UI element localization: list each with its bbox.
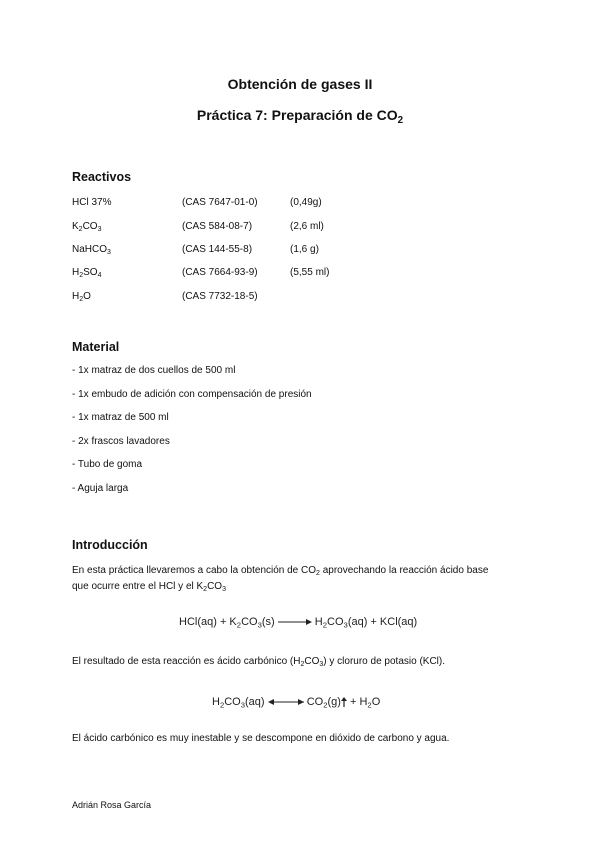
reagent-amount: (0,49g) <box>290 197 322 208</box>
reagent-cas: (CAS 7664-93-9) <box>182 267 258 278</box>
material-item: - Aguja larga <box>72 483 129 494</box>
reagent-cas: (CAS 7647-01-0) <box>182 197 258 208</box>
material-heading: Material <box>72 340 120 354</box>
practice-title: Práctica 7: Preparación de $CO_2$ <box>196 107 404 126</box>
intro-paragraph-1: En esta práctica llevaremos a cabo la obtención de $CO_2$ aprovechando la reacción ácido base que ocurre entre el HCl y el $K_2CO_3$ <box>72 565 489 594</box>
material-item: - 1x embudo de adición con compensación de presión <box>72 389 312 400</box>
reagent-amount: (1,6 g) <box>290 244 319 255</box>
reagent-cas: (CAS 584-08-7) <box>182 221 253 232</box>
reagent-name: $H_2SO_4$ <box>72 267 102 280</box>
material-item: - 2x frascos lavadores <box>72 436 170 447</box>
equilibrium-arrow-icon <box>268 698 304 706</box>
reaction-equation-1: $HCl(aq) + K_2CO_3(s) H_2CO_3(aq) + KCl(aq)$ <box>179 616 418 630</box>
reagent-name: HCl 37% <box>72 197 112 208</box>
document-title: Obtención de gases II <box>227 76 373 92</box>
reagent-amount: (2,6 ml) <box>290 221 324 232</box>
author-footer: Adrián Rosa García <box>72 800 152 810</box>
intro-paragraph-3: El ácido carbónico es muy inestable y se descompone en dióxido de carbono y agua. <box>72 733 450 744</box>
reactivos-heading: Reactivos <box>72 170 132 184</box>
reagent-cas: (CAS 7732-18-5) <box>182 291 258 302</box>
reaction-arrow-icon <box>278 618 312 626</box>
reagent-name: $K_2CO_3$ <box>72 221 102 234</box>
introduccion-heading: Introducción <box>72 538 148 552</box>
material-item: - 1x matraz de dos cuellos de 500 ml <box>72 365 236 376</box>
reagent-amount: (5,55 ml) <box>290 267 330 278</box>
reagent-cas: (CAS 144-55-8) <box>182 244 253 255</box>
material-item: - 1x matraz de 500 ml <box>72 412 169 423</box>
reaction-equation-2: $H_2CO_3(aq) CO_2(g) + H_2O$ <box>212 696 381 710</box>
reagent-name: NaHCO$_3$ <box>72 244 111 257</box>
intro-paragraph-2: El resultado de esta reacción es ácido carbónico $(H_2CO_3)$ y cloruro de potasio (KCl). <box>72 656 445 669</box>
material-item: - Tubo de goma <box>72 459 143 470</box>
reagent-name: $H_2O$ <box>72 291 91 304</box>
